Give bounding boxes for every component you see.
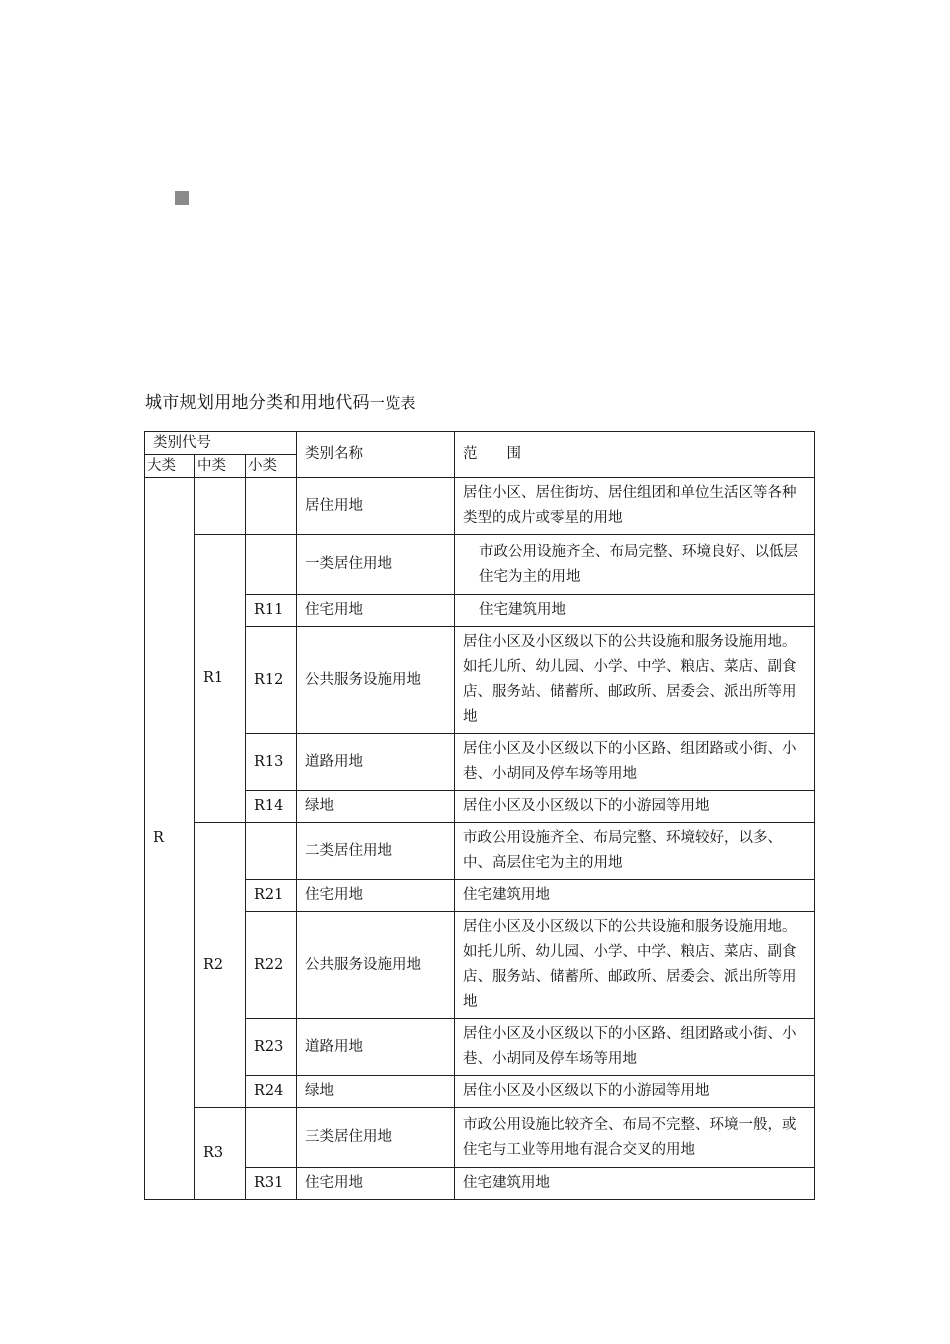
category-name: 住宅用地 — [297, 880, 455, 912]
category-name: 公共服务设施用地 — [297, 627, 455, 734]
minor-code: R14 — [246, 791, 297, 823]
table-row — [145, 1108, 815, 1168]
category-range: 市政公用设施齐全、布局完整、环境较好，以多、中、高层住宅为主的用地 — [455, 823, 815, 880]
range-text: 住宅建筑用地 — [479, 602, 566, 618]
minor-code — [246, 535, 297, 595]
table-row — [145, 734, 815, 791]
category-name: 绿地 — [297, 1076, 455, 1108]
table-row — [145, 627, 815, 734]
category-name: 道路用地 — [297, 734, 455, 791]
category-name: 三类居住用地 — [297, 1108, 455, 1168]
table-row — [145, 880, 815, 912]
header-range: 范 围 — [455, 432, 815, 478]
middle-code: R1 — [195, 535, 246, 823]
table-row — [145, 823, 815, 880]
category-range: 居住小区及小区级以下的小游园等用地 — [455, 1076, 815, 1108]
category-range: 居住小区及小区级以下的小游园等用地 — [455, 791, 815, 823]
title-suffix: 一览表 — [369, 394, 416, 412]
minor-code: R23 — [246, 1019, 297, 1076]
category-range: 市政公用设施比较齐全、布局不完整、环境一般，或住宅与工业等用地有混合交叉的用地 — [455, 1108, 815, 1168]
minor-code: R21 — [246, 880, 297, 912]
table-row — [145, 912, 815, 1019]
minor-code — [246, 823, 297, 880]
middle-code: R2 — [195, 823, 246, 1108]
category-range — [455, 595, 815, 627]
category-range: 居住小区及小区级以下的小区路、组团路或小街、小巷、小胡同及停车场等用地 — [455, 734, 815, 791]
category-name: 绿地 — [297, 791, 455, 823]
minor-code: R13 — [246, 734, 297, 791]
header-middle: 中类 — [195, 455, 246, 478]
header-major: 大类 — [145, 455, 195, 478]
title-main: 城市规划用地分类和用地代码 — [145, 393, 370, 413]
range-text: 市政公用设施齐全、布局完整、环境良好、以低层住宅为主的用地 — [479, 543, 798, 585]
header-minor: 小类 — [246, 455, 297, 478]
category-range: 居住小区及小区级以下的公共设施和服务设施用地。如托儿所、幼儿园、小学、中学、粮店、菜店、副食店、服务站、储蓄所、邮政所、居委会、派出所等用地 — [455, 627, 815, 734]
table-row — [145, 535, 815, 595]
minor-code: R22 — [246, 912, 297, 1019]
category-range — [455, 535, 815, 595]
category-name: 一类居住用地 — [297, 535, 455, 595]
table-row — [145, 595, 815, 627]
major-code: R — [145, 478, 195, 1200]
square-bullet-icon — [175, 191, 189, 205]
category-name: 住宅用地 — [297, 1168, 455, 1200]
table-row — [145, 1076, 815, 1108]
minor-code — [246, 478, 297, 535]
minor-code: R31 — [246, 1168, 297, 1200]
category-range: 住宅建筑用地 — [455, 880, 815, 912]
page-title — [145, 388, 416, 413]
category-range: 居住小区及小区级以下的小区路、组团路或小街、小巷、小胡同及停车场等用地 — [455, 1019, 815, 1076]
category-name: 住宅用地 — [297, 595, 455, 627]
table-row — [145, 1019, 815, 1076]
minor-code: R12 — [246, 627, 297, 734]
category-range: 住宅建筑用地 — [455, 1168, 815, 1200]
category-name: 公共服务设施用地 — [297, 912, 455, 1019]
header-code-group: 类别代号 — [145, 432, 297, 455]
category-range: 居住小区及小区级以下的公共设施和服务设施用地。如托儿所、幼儿园、小学、中学、粮店、菜店、副食店、服务站、储蓄所、邮政所、居委会、派出所等用地 — [455, 912, 815, 1019]
header-name: 类别名称 — [297, 432, 455, 478]
land-use-table — [144, 431, 815, 1200]
table-row — [145, 1168, 815, 1200]
category-name: 二类居住用地 — [297, 823, 455, 880]
category-range: 居住小区、居住街坊、居住组团和单位生活区等各种类型的成片或零星的用地 — [455, 478, 815, 535]
table-row — [145, 478, 815, 535]
table-row — [145, 791, 815, 823]
category-name: 居住用地 — [297, 478, 455, 535]
category-name: 道路用地 — [297, 1019, 455, 1076]
minor-code: R11 — [246, 595, 297, 627]
minor-code — [246, 1108, 297, 1168]
middle-code — [195, 478, 246, 535]
middle-code: R3 — [195, 1108, 246, 1200]
minor-code: R24 — [246, 1076, 297, 1108]
